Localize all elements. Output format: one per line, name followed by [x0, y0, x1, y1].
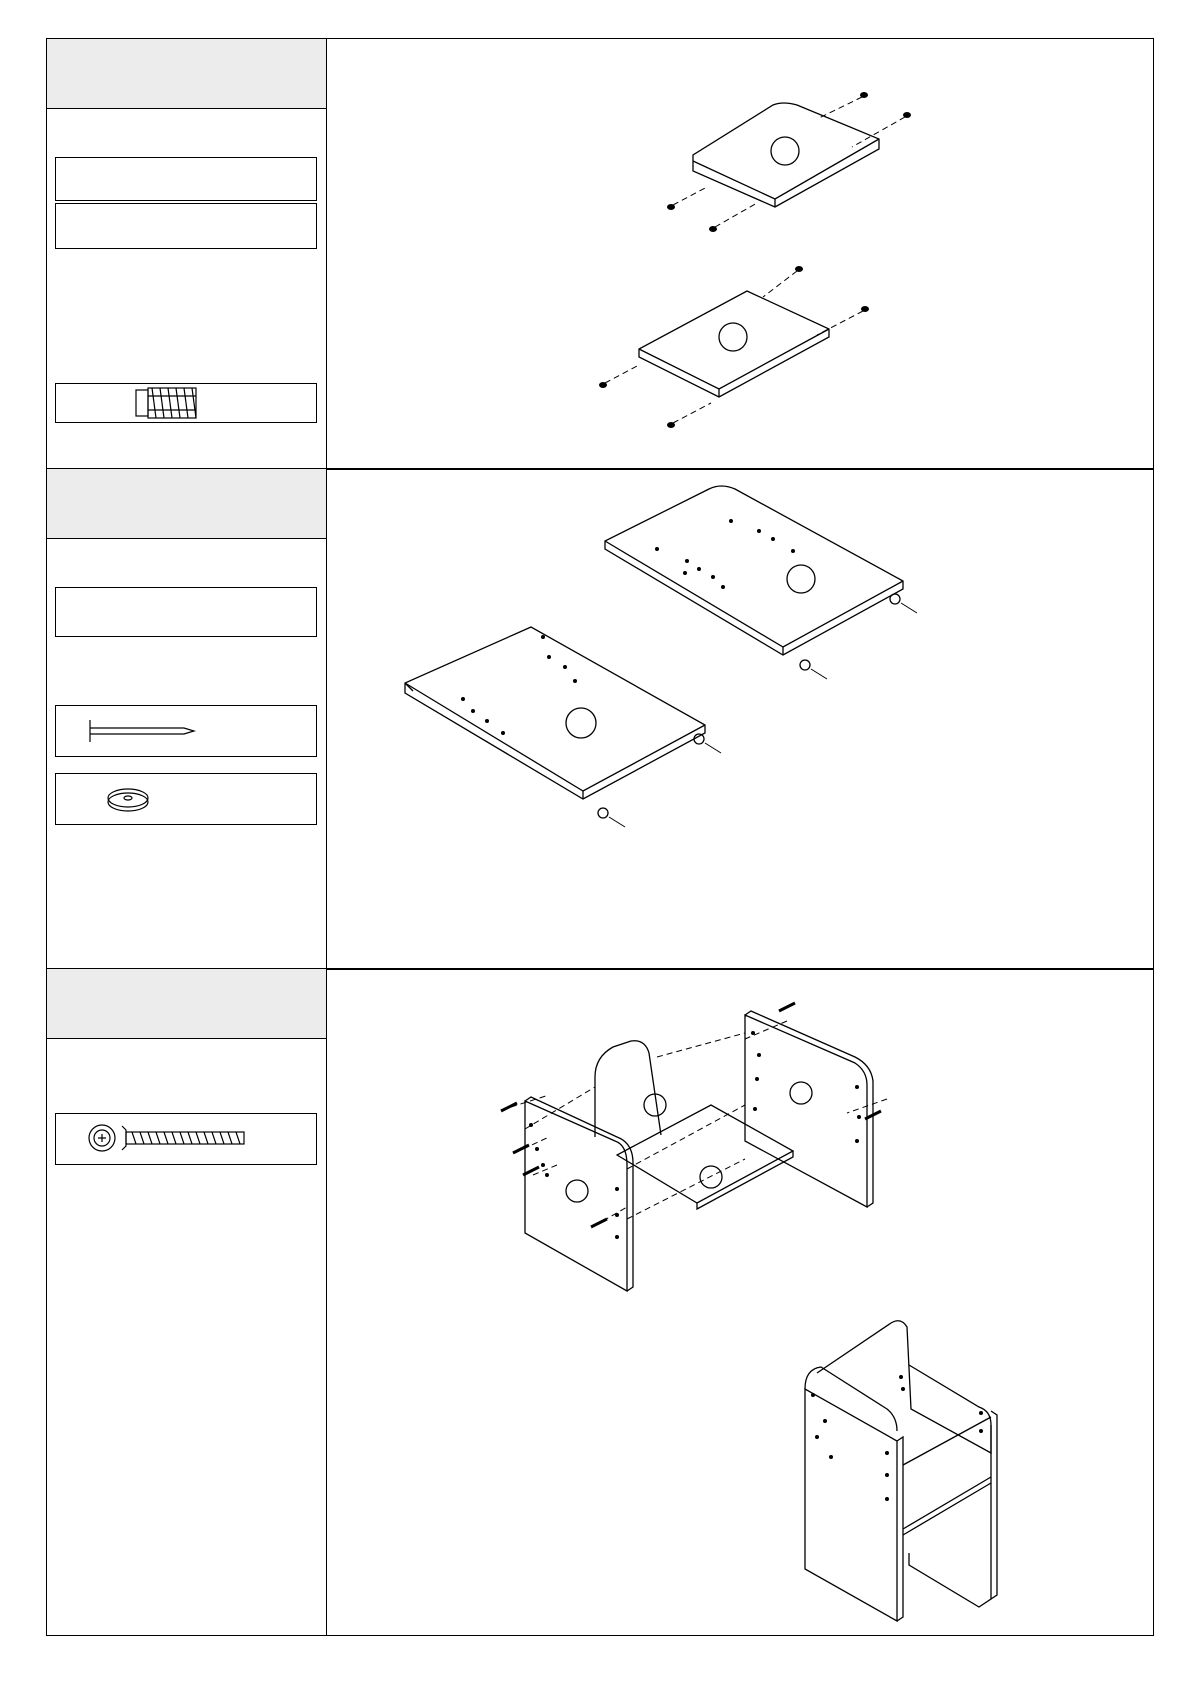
part-label-box-2	[55, 203, 317, 249]
panel-c-hole	[787, 565, 815, 593]
assembled-chair	[805, 1321, 997, 1621]
step-1-parts-column	[47, 39, 327, 469]
phillips-screw-icon	[56, 1114, 316, 1164]
part-label-box-3	[55, 587, 317, 637]
step-2-parts-column	[47, 469, 327, 969]
left-side-panel	[525, 1101, 627, 1291]
step-3-illustration	[327, 969, 1153, 1635]
step-1-illustration	[327, 39, 1153, 469]
part-screw-box	[55, 1113, 317, 1165]
step-3-panel	[46, 968, 1154, 1636]
part-disc-box	[55, 773, 317, 825]
step-2-panel	[46, 468, 1154, 970]
cam-disc-icon	[56, 774, 316, 824]
step-3-parts-column	[47, 969, 327, 1635]
cam-fitting-1	[890, 594, 917, 613]
step-2-illustration	[327, 469, 1153, 969]
part-hardware-box	[55, 383, 317, 423]
back-panel	[595, 1041, 661, 1137]
panel-a-hole	[771, 137, 799, 165]
threaded-insert-icon	[56, 384, 316, 422]
part-nail-box	[55, 705, 317, 757]
panel-b-hole	[719, 323, 747, 351]
pin-nail-icon	[56, 706, 316, 756]
seat-panel	[617, 1105, 793, 1203]
cam-fitting-2	[800, 660, 827, 679]
right-side-panel	[745, 1015, 867, 1207]
panel-d	[405, 627, 705, 799]
step-3-header	[47, 969, 326, 1039]
panel-d-hole	[566, 708, 596, 738]
part-label-box-1	[55, 157, 317, 201]
step-1-panel	[46, 38, 1154, 470]
step-2-header	[47, 469, 326, 539]
cam-fitting-4	[598, 808, 625, 827]
step-1-header	[47, 39, 326, 109]
